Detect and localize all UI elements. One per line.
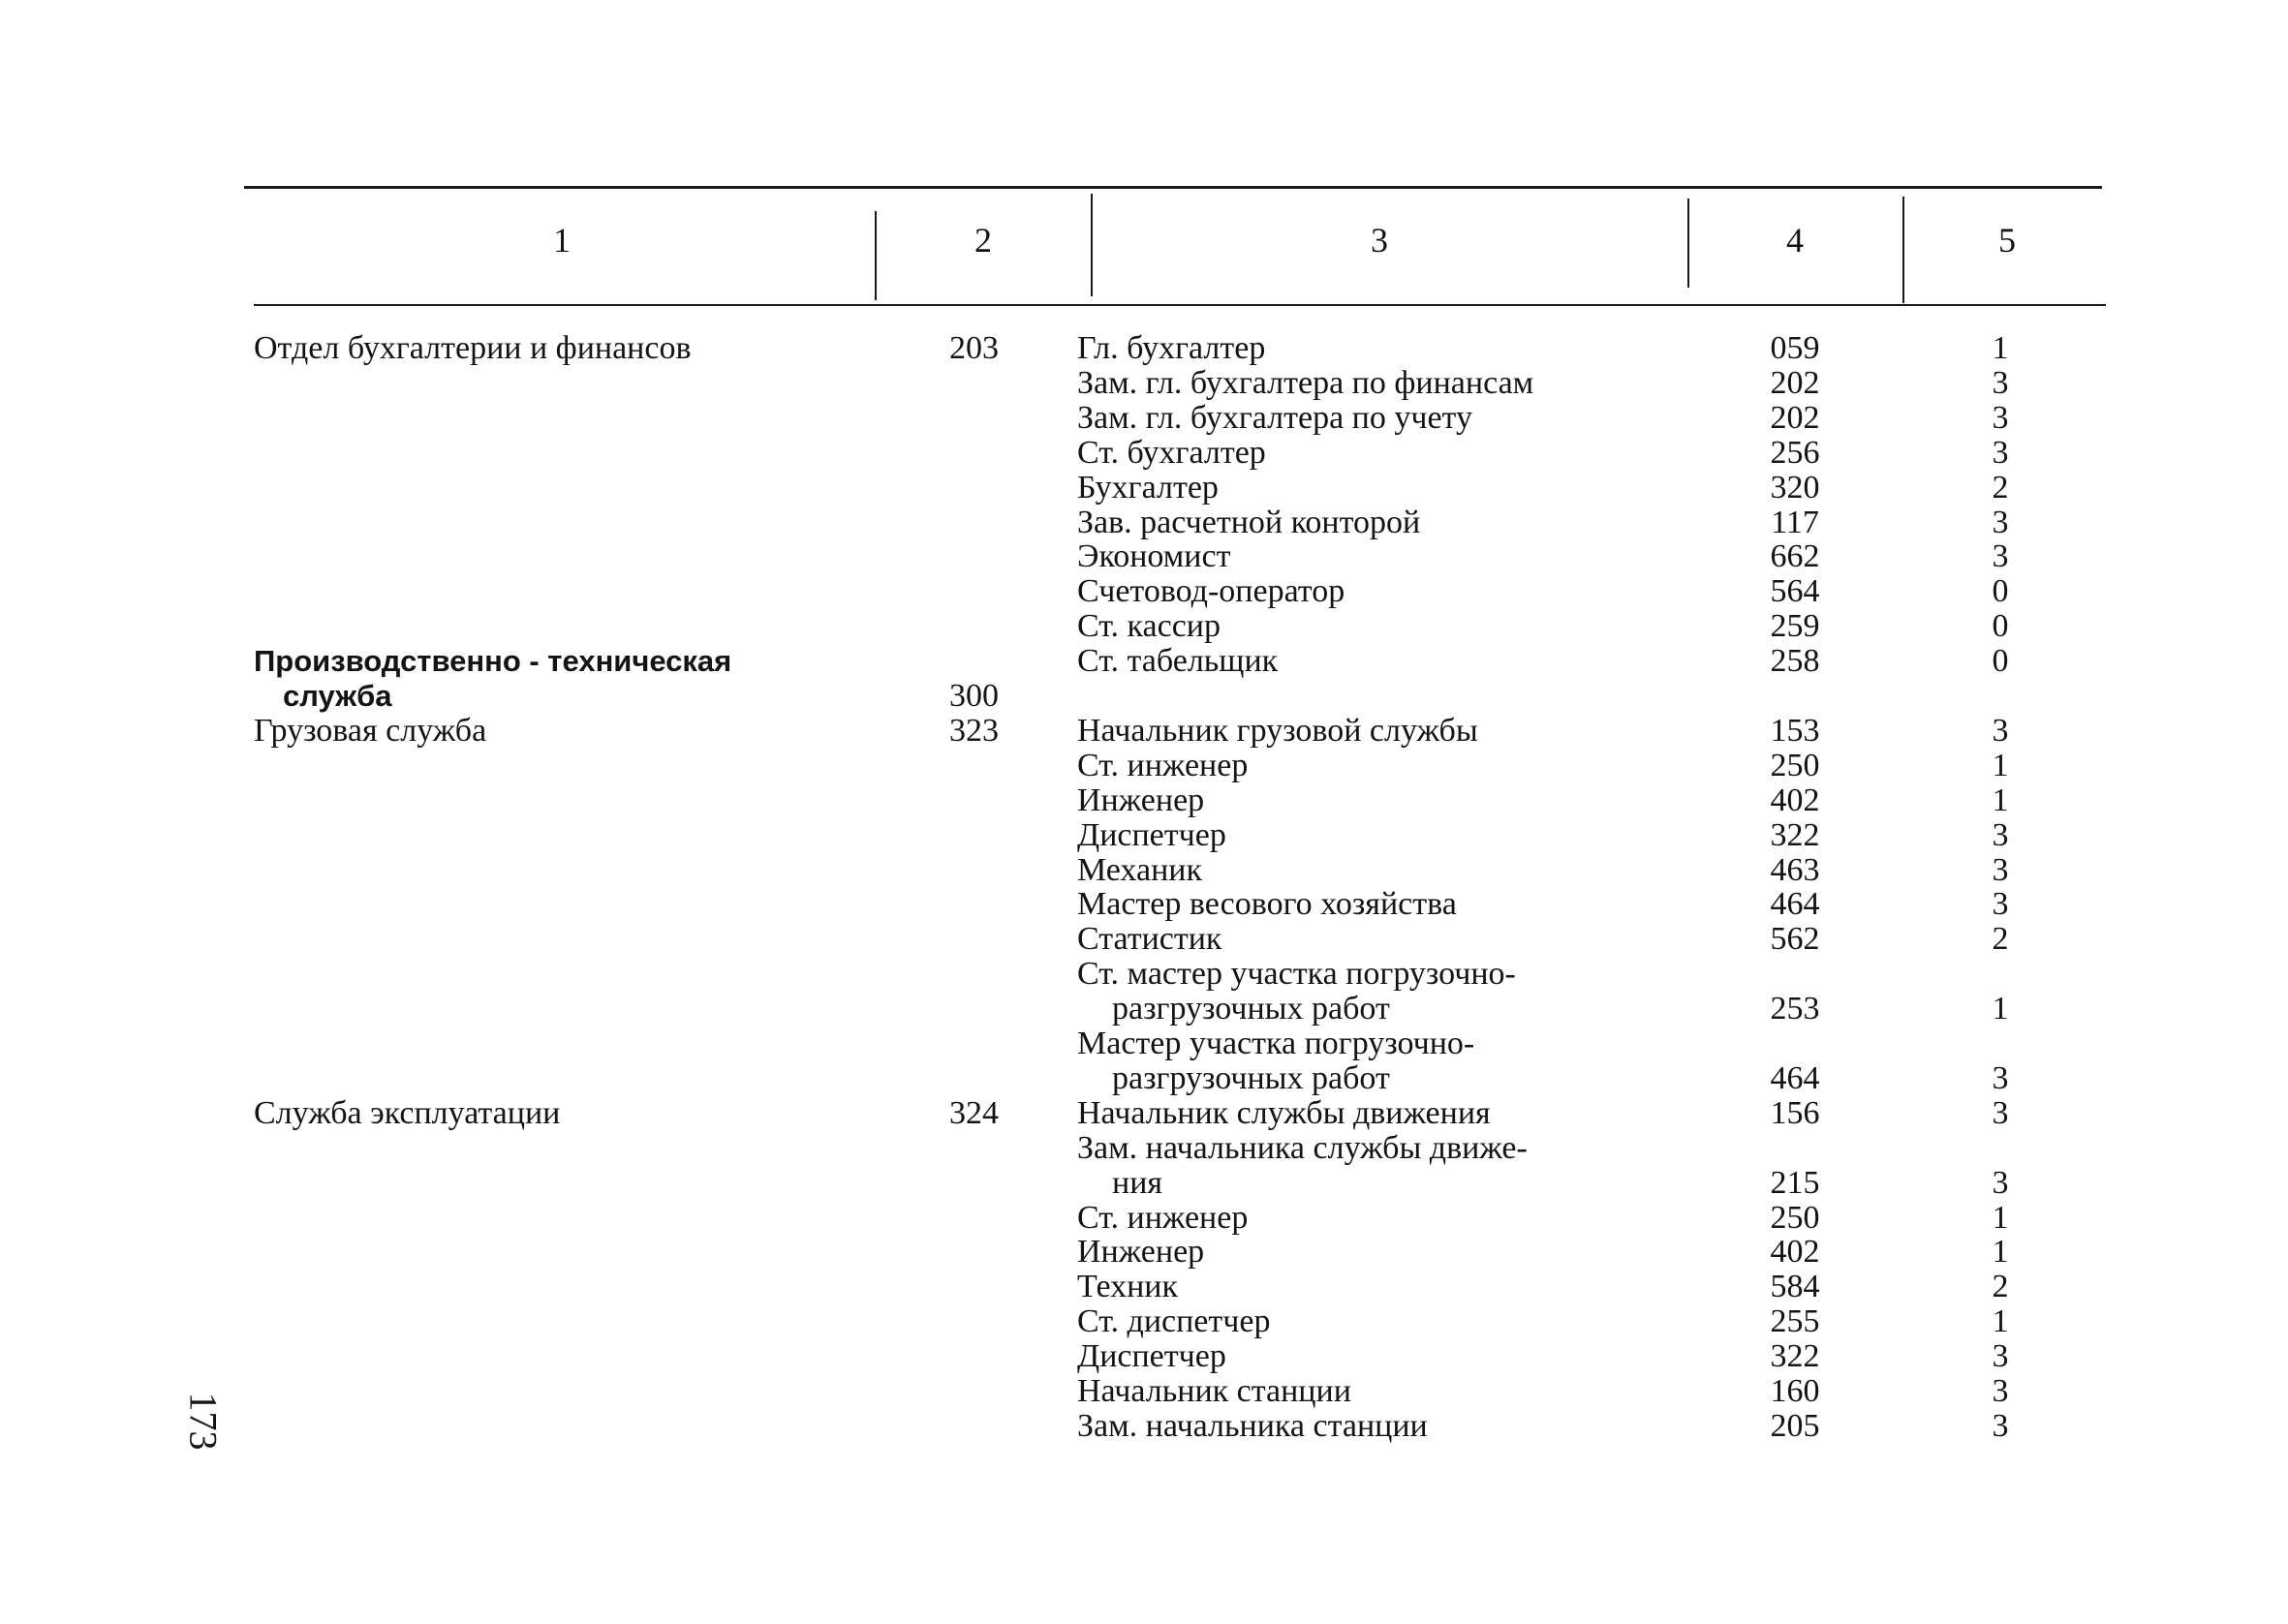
cell-position-code: 322 — [1770, 1338, 1820, 1375]
table-header-bottom-rule — [254, 304, 2106, 306]
cell-position-code: 059 — [1770, 330, 1820, 366]
cell-position-code: 259 — [1770, 608, 1820, 645]
cell-category: 3 — [1992, 1373, 2009, 1409]
header-col-5: 5 — [1998, 221, 2016, 260]
cell-position-code: 584 — [1770, 1269, 1820, 1305]
cell-position-code: 564 — [1770, 573, 1820, 610]
cell-category: 3 — [1992, 1094, 2009, 1131]
cell-category: 3 — [1992, 504, 2009, 540]
cell-position: разгрузочных работ — [1112, 991, 1390, 1027]
cell-position: Зам. гл. бухгалтера по учету — [1077, 399, 1472, 436]
cell-position-code: 256 — [1770, 434, 1820, 471]
cell-category: 0 — [1992, 608, 2009, 645]
cell-position: Ст. инженер — [1077, 1199, 1249, 1236]
cell-position: Бухгалтер — [1077, 469, 1219, 506]
cell-position-code: 250 — [1770, 1199, 1820, 1236]
cell-category: 1 — [1992, 330, 2009, 366]
cell-position: Ст. инженер — [1077, 747, 1249, 783]
cell-department-code: 300 — [949, 678, 999, 714]
cell-position: Инженер — [1077, 781, 1205, 818]
cell-position: Счетовод-оператор — [1077, 573, 1345, 610]
cell-department: Грузовая служба — [254, 712, 487, 749]
cell-position: Ст. табельщик — [1077, 643, 1279, 680]
cell-position-code: 255 — [1770, 1303, 1820, 1340]
cell-position-code: 202 — [1770, 399, 1820, 436]
cell-position-code: 322 — [1770, 816, 1820, 853]
cell-category: 1 — [1992, 1303, 2009, 1340]
cell-position-code: 402 — [1770, 1234, 1820, 1271]
table-top-rule — [244, 186, 2102, 189]
header-col-2: 2 — [974, 221, 992, 260]
cell-position: Техник — [1077, 1269, 1179, 1305]
cell-category: 3 — [1992, 1059, 2009, 1096]
cell-category: 3 — [1992, 538, 2009, 575]
cell-position: Начальник станции — [1077, 1373, 1351, 1409]
column-divider-4 — [1902, 197, 1904, 303]
cell-position-code: 205 — [1770, 1407, 1820, 1444]
cell-category: 3 — [1992, 712, 2009, 749]
cell-position: Механик — [1077, 851, 1202, 888]
cell-position-code: 253 — [1770, 991, 1820, 1027]
cell-position-code: 215 — [1770, 1164, 1820, 1201]
cell-position: Ст. диспетчер — [1077, 1303, 1271, 1340]
cell-category: 3 — [1992, 434, 2009, 471]
cell-category: 0 — [1992, 643, 2009, 680]
cell-position-code: 464 — [1770, 1059, 1820, 1096]
cell-position: Диспетчер — [1077, 1338, 1226, 1375]
cell-department: Служба эксплуатации — [254, 1094, 561, 1131]
cell-position: Зам. начальника службы движе- — [1077, 1129, 1528, 1166]
cell-position: Мастер весового хозяйства — [1077, 886, 1457, 923]
column-divider-3 — [1687, 199, 1689, 288]
cell-position: Статистик — [1077, 921, 1222, 958]
cell-department: Отдел бухгалтерии и финансов — [254, 330, 692, 366]
cell-category: 1 — [1992, 991, 2009, 1027]
cell-department: служба — [283, 679, 392, 713]
cell-position: Диспетчер — [1077, 816, 1226, 853]
header-col-3: 3 — [1371, 221, 1388, 260]
cell-category: 1 — [1992, 1199, 2009, 1236]
cell-position-code: 153 — [1770, 712, 1820, 749]
cell-department-code: 324 — [949, 1094, 999, 1131]
cell-category: 1 — [1992, 1234, 2009, 1271]
cell-category: 1 — [1992, 747, 2009, 783]
cell-category: 3 — [1992, 1338, 2009, 1375]
cell-position: Ст. мастер участка погрузочно- — [1077, 956, 1516, 993]
cell-position: Зав. расчетной конторой — [1077, 504, 1421, 540]
cell-position-code: 662 — [1770, 538, 1820, 575]
cell-position-code: 258 — [1770, 643, 1820, 680]
cell-category: 3 — [1992, 399, 2009, 436]
cell-position-code: 463 — [1770, 851, 1820, 888]
cell-position: Зам. гл. бухгалтера по финансам — [1077, 364, 1534, 401]
cell-department: Производственно - техническая — [254, 644, 732, 679]
cell-position: Начальник службы движения — [1077, 1094, 1491, 1131]
cell-position: Гл. бухгалтер — [1077, 330, 1266, 366]
cell-position-code: 320 — [1770, 469, 1820, 506]
cell-department-code: 203 — [949, 330, 999, 366]
header-col-1: 1 — [553, 221, 571, 260]
cell-position: ния — [1112, 1164, 1163, 1201]
cell-position-code: 562 — [1770, 921, 1820, 958]
cell-category: 0 — [1992, 573, 2009, 610]
cell-position: Мастер участка погрузочно- — [1077, 1026, 1475, 1061]
cell-position-code: 156 — [1770, 1094, 1820, 1131]
cell-department-code: 323 — [949, 712, 999, 749]
cell-category: 3 — [1992, 851, 2009, 888]
cell-position: Ст. бухгалтер — [1077, 434, 1266, 471]
cell-position-code: 402 — [1770, 781, 1820, 818]
cell-position: разгрузочных работ — [1112, 1059, 1390, 1096]
column-divider-2 — [1091, 194, 1093, 296]
page-number: 173 — [181, 1392, 226, 1451]
cell-position: Инженер — [1077, 1234, 1205, 1271]
cell-category: 1 — [1992, 781, 2009, 818]
cell-position: Экономист — [1077, 538, 1231, 575]
cell-position-code: 202 — [1770, 364, 1820, 401]
cell-position-code: 117 — [1771, 504, 1819, 540]
cell-category: 2 — [1992, 469, 2009, 506]
cell-category: 2 — [1992, 921, 2009, 958]
cell-category: 3 — [1992, 364, 2009, 401]
cell-category: 3 — [1992, 1164, 2009, 1201]
cell-position: Начальник грузовой службы — [1077, 712, 1478, 749]
header-col-4: 4 — [1786, 221, 1804, 260]
cell-category: 3 — [1992, 1407, 2009, 1444]
cell-position-code: 250 — [1770, 747, 1820, 783]
cell-position: Зам. начальника станции — [1077, 1407, 1428, 1444]
cell-category: 3 — [1992, 886, 2009, 923]
cell-position-code: 464 — [1770, 886, 1820, 923]
cell-position: Ст. кассир — [1077, 608, 1221, 645]
cell-category: 3 — [1992, 816, 2009, 853]
column-divider-1 — [875, 211, 877, 300]
cell-category: 2 — [1992, 1269, 2009, 1305]
cell-position-code: 160 — [1770, 1373, 1820, 1409]
